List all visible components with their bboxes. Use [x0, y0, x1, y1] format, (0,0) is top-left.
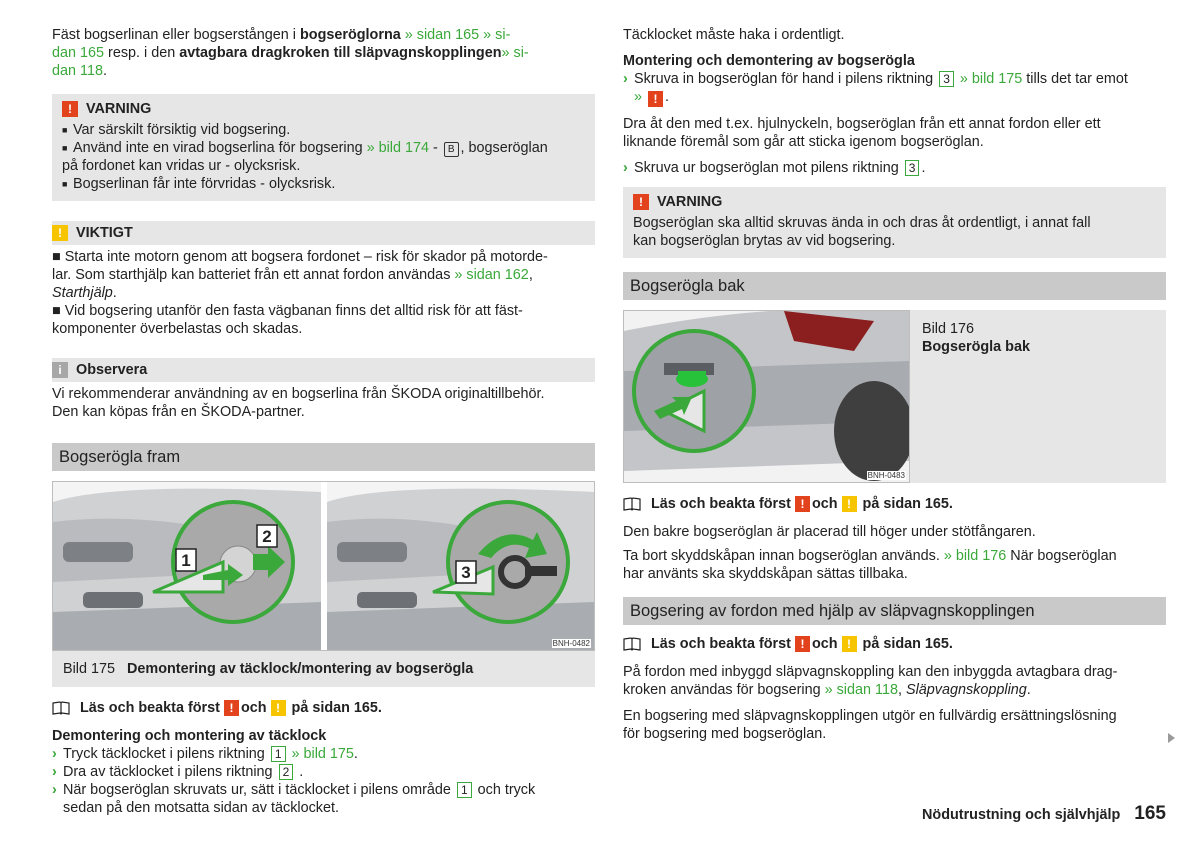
note-line: Den kan köpas från en ŠKODA-partner.	[52, 404, 305, 420]
link-warning[interactable]: »	[634, 89, 643, 105]
note-header	[52, 358, 595, 382]
step-item-continued: » ! .	[634, 89, 670, 106]
list-item: ■ Var särskilt försiktig vid bogsering.	[62, 122, 291, 138]
step-item: › Dra av täcklocket i pilens riktning 2 .	[52, 764, 304, 780]
warning-header	[62, 100, 585, 118]
important-icon: !	[842, 496, 857, 512]
paragraph: Den bakre bogseröglan är placerad till höger under stötfångaren.	[623, 524, 1036, 540]
list-item: ■ Bogserlinan får inte förvridas - olycksrisk.	[62, 176, 336, 192]
subheading-montering: Montering och demontering av bogserögla	[623, 53, 915, 69]
warning-box	[52, 94, 595, 201]
important-line: komponenter överbelastas och skadas.	[52, 321, 303, 337]
list-item: ■ Använd inte en virad bogserlina för bogsering » bild 174 - B , bogseröglan	[62, 140, 548, 156]
list-item-continued: på fordonet kan vridas ur - olycksrisk.	[62, 158, 301, 174]
section-heading-bogseroegla-bak: Bogserögla bak	[623, 272, 1166, 300]
figure-code: BNH-0483	[867, 471, 905, 480]
figure-175	[52, 481, 595, 687]
info-icon: i	[52, 362, 68, 378]
left-column	[52, 26, 595, 817]
figure-176-caption	[910, 310, 1042, 483]
link-dan-118[interactable]: dan 118	[52, 63, 103, 79]
link-bild-174[interactable]: » bild 174	[366, 140, 430, 156]
figure-176-image	[623, 310, 910, 483]
warning-icon: !	[62, 101, 78, 117]
link-bild-175[interactable]: » bild 175	[959, 71, 1023, 87]
link-si[interactable]: » si-	[501, 45, 529, 61]
section-heading-bogseroegla-fram: Bogserögla fram	[52, 443, 595, 471]
warning-line: Bogseröglan ska alltid skruvas ända in och dras åt ordentligt, i annat fall	[633, 215, 1091, 231]
important-icon: !	[271, 700, 286, 716]
read-first-notice: Läs och beakta först ! och ! på sidan 165.	[623, 495, 1166, 513]
page-footer	[922, 805, 1166, 824]
chevron-right-icon: ›	[52, 764, 57, 780]
warning-icon: !	[224, 700, 239, 716]
subheading-demontering: Demontering och montering av täcklock	[52, 728, 327, 744]
important-line: ■ Starta inte motorn genom att bogsera fordonet – risk för skador på motorde-	[52, 249, 548, 265]
paragraph-line: kroken användas för bogsering » sidan 118, Släpvagnskoppling.	[623, 682, 1031, 698]
svg-text:3: 3	[461, 563, 471, 582]
important-line: ■ Vid bogsering utanför den fasta vägbanan finns det alltid risk för att fäst-	[52, 303, 523, 319]
warning-title: VARNING	[657, 194, 723, 210]
warning-line: kan bogseröglan brytas av vid bogsering.	[633, 233, 896, 249]
important-line: Starthjälp.	[52, 285, 117, 301]
svg-text:2: 2	[262, 527, 272, 546]
paragraph: Täcklocket måste haka i ordentligt.	[623, 27, 845, 43]
warning-icon: !	[648, 91, 663, 107]
step-item: › När bogseröglan skruvats ur, sätt i täcklocket i pilens område 1 och tryck	[52, 782, 536, 798]
figure-175-caption	[52, 651, 595, 687]
warning-box	[623, 187, 1166, 258]
chevron-right-icon: ›	[52, 782, 57, 798]
important-line: lar. Som starthjälp kan batteriet från ett annat fordon användas » sidan 162,	[52, 267, 533, 283]
callout-number: 3	[939, 71, 954, 87]
right-column	[623, 26, 1166, 743]
chevron-right-icon: ›	[623, 71, 628, 87]
important-box	[52, 215, 595, 346]
paragraph-line: Dra åt den med t.ex. hjulnyckeln, bogseröglan från ett annat fordon eller ett	[623, 116, 1101, 132]
intro-text: Fäst bogserlinan eller bogserstången i	[52, 27, 300, 43]
warning-icon: !	[795, 636, 810, 652]
paragraph-line: En bogsering med släpvagnskopplingen utgör en fullvärdig ersättningslösning	[623, 708, 1117, 724]
callout-number: 1	[271, 746, 286, 762]
chevron-right-icon: ›	[52, 746, 57, 762]
warning-title: VARNING	[86, 101, 152, 117]
svg-text:1: 1	[181, 551, 191, 570]
book-icon	[623, 637, 641, 651]
note-line: Vi rekommenderar användning av en bogserlina från ŠKODA originaltillbehör.	[52, 386, 545, 402]
read-first-notice: Läs och beakta först ! och ! på sidan 165.	[52, 699, 595, 717]
figure-176	[623, 310, 1166, 483]
step-item: › Skruva in bogseröglan för hand i pilens riktning 3 » bild 175 tills det tar emot	[623, 71, 1128, 87]
car-front-right-image	[327, 482, 594, 650]
intro-paragraph	[52, 26, 595, 80]
callout-number: 1	[457, 782, 472, 798]
figure-code: BNH-0482	[552, 639, 590, 648]
key-b-marker: B	[444, 142, 459, 157]
paragraph-line: Ta bort skyddskåpan innan bogseröglan används. » bild 176 När bogseröglan	[623, 548, 1117, 564]
chevron-right-icon: ›	[623, 160, 628, 176]
paragraph-line: På fordon med inbyggd släpvagnskoppling kan den inbyggda avtagbara drag-	[623, 664, 1118, 680]
figure-175-images	[52, 481, 595, 651]
callout-number: 3	[905, 160, 920, 176]
link-si[interactable]: » si-	[479, 27, 511, 43]
car-rear-illustration	[624, 311, 909, 482]
car-front-illustration	[53, 482, 594, 650]
read-first-notice: Läs och beakta först ! och ! på sidan 165.	[623, 635, 1166, 653]
step-item: › Skruva ur bogseröglan mot pilens riktning 3 .	[623, 160, 926, 176]
note-title: Observera	[76, 362, 148, 378]
important-icon: !	[52, 225, 68, 241]
link-sidan-165[interactable]: » sidan 165	[404, 27, 480, 43]
intro-bold: bogseröglorna	[300, 27, 401, 43]
important-icon: !	[842, 636, 857, 652]
footer-chapter-title: Nödutrustning och självhjälp	[922, 807, 1121, 823]
important-header	[52, 221, 595, 245]
figure-label: Bild 176	[922, 321, 975, 337]
link-dan-165[interactable]: dan 165	[52, 45, 105, 61]
step-item: › Tryck täcklocket i pilens riktning 1 » bild 175.	[52, 746, 358, 762]
link-bild-176[interactable]: » bild 176	[943, 548, 1007, 564]
figure-caption-text: Bogserögla bak	[922, 339, 1030, 355]
link-bild-175[interactable]: » bild 175	[291, 746, 354, 762]
paragraph-line: liknande föremål som går att sticka igenom bogseröglan.	[623, 134, 984, 150]
paragraph-line: har använts ska skyddskåpan sättas tillbaka.	[623, 566, 908, 582]
intro-bold: avtagbara dragkroken till släpvagnskopplingen	[179, 45, 502, 61]
intro-text: .	[102, 63, 107, 79]
book-icon	[623, 497, 641, 511]
callout-number: 2	[279, 764, 294, 780]
warning-header	[633, 193, 1156, 211]
intro-text: resp. i den	[104, 45, 180, 61]
page-number: 165	[1134, 803, 1166, 824]
link-sidan-118[interactable]: » sidan 118	[824, 682, 898, 698]
warning-icon: !	[795, 496, 810, 512]
note-box	[52, 354, 595, 429]
link-sidan-162[interactable]: » sidan 162	[454, 267, 529, 283]
next-page-arrow-icon[interactable]	[1168, 733, 1175, 743]
section-heading-slapvagnskoppling: Bogsering av fordon med hjälp av släpvagnskopplingen	[623, 597, 1166, 625]
paragraph-line: för bogsering med bogseröglan.	[623, 726, 827, 742]
warning-icon: !	[633, 194, 649, 210]
figure-label: Bild 175	[63, 661, 116, 677]
figure-caption-text: Demontering av täcklock/montering av bogserögla	[127, 661, 474, 677]
step-item-continued: sedan på den motsatta sidan av täcklocket.	[63, 800, 339, 816]
car-front-left-image	[53, 482, 321, 650]
important-title: VIKTIGT	[76, 225, 133, 241]
book-icon	[52, 701, 70, 715]
